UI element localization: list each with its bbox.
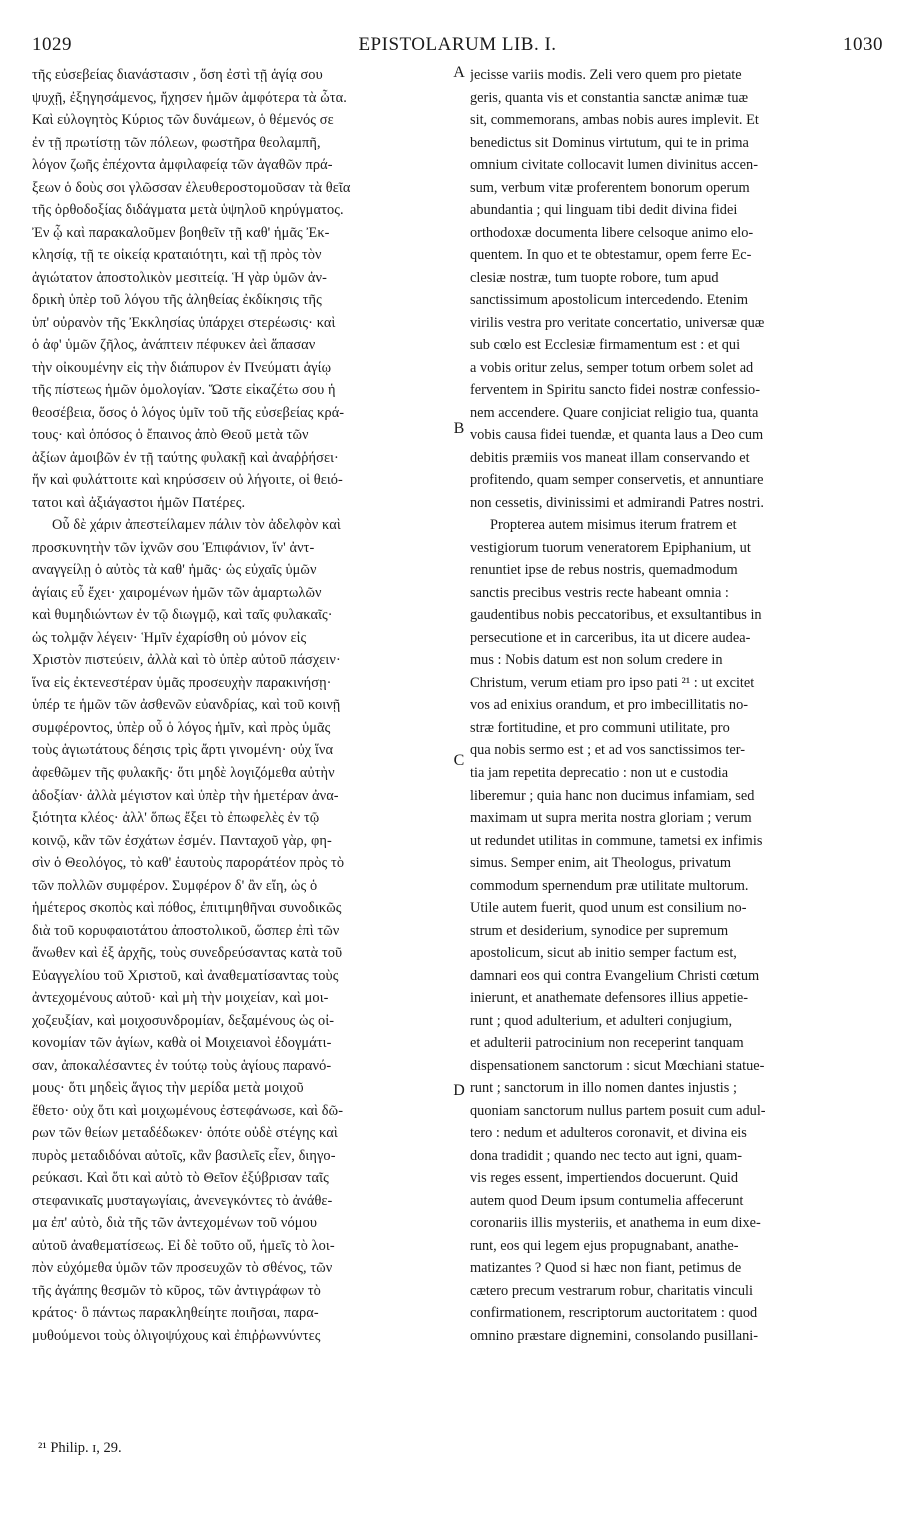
text-line: ἀφεθῶμεν τῆς φυλακῆς· ὅτι μηδὲ λογιζόμεθα αὐτὴν [32,764,335,781]
text-line: συμφέροντος, ὑπὲρ οὗ ὁ λόγος ἡμῖν, καὶ πρὸς ὑμᾶς [32,719,331,736]
text-line: orthodoxæ documenta libere celsoque animo elo- [470,224,754,241]
text-line: a vobis oritur zelus, semper totum orbem solet ad [470,359,754,376]
text-line: renuntiet ipse de rebus nostris, quemadmodum [470,562,738,579]
text-line: mus : Nobis datum est non solum credere in [470,652,723,669]
text-line: ἁγιώτατον ἀποστολικὸν μεσιτείᾳ. Ἡ γὰρ ὑμῶν ἀν- [32,269,327,286]
text-line: τῆς ὀρθοδοξίας διδάγματα μετὰ ὑψηλοῦ κηρύγματος. [32,202,344,219]
text-line: tia jam repetita deprecatio : non ut e custodia [470,764,729,781]
text-line: runt ; quod adulterium, et adulteri conjugium, [470,1012,733,1029]
text-line: vobis causa fidei tuendæ, et quanta laus a Deo cum [470,427,764,444]
margin-letter-d: D [453,1082,465,1099]
text-line: Εὐαγγελίου τοῦ Χριστοῦ, καὶ ἀναθεματίσαντας τοὺς [32,967,339,984]
text-line: ἀντεχομένους αὐτοῦ· καὶ μὴ τὴν μοιχείαν, καὶ μοι- [32,990,329,1007]
text-line: ut redundet utilitas in commune, tametsi ex infimis [470,832,763,849]
text-line: profitendo, quam semper conservetis, et annuntiare [470,472,764,489]
text-line: Καὶ εὐλογητὸς Κύριος τῶν δυνάμεων, ὁ θέμενός σε [32,112,334,129]
text-line: σαν, ἀποκαλέσαντες ἐν τούτῳ τοὺς ἁγίους παρανό- [32,1057,332,1074]
text-line: αὐτοῦ ἀναθεματίσεως. Εἰ δὲ τοῦτο οὔ, ἡμεῖς τὸ λοι- [32,1237,335,1254]
text-line: persecutione et in carceribus, ita ut dicere audea- [470,629,751,646]
text-line: στεφανικαῖς μυσταγωγίαις, ἀνενεγκόντες τὸ ἀνάθε- [32,1192,333,1209]
text-line: apostolicum, sicut ab initio semper factum est, [470,945,737,962]
text-line: μυθούμενοι τοὺς ὀλιγοψύχους καὶ ἐπιῤῥωννύντες [32,1327,321,1344]
text-line: vos ad enixius orandum, et pro imbecillitatis no- [470,697,749,714]
text-line: ξεων ὁ δοὺς σοι γλῶσσαν ἐλευθεροστομοῦσαν τὰ θεῖα [32,179,351,196]
text-line: cætero precum vestrarum robur, charitatis vinculi [470,1282,754,1299]
text-line: ὑπ' οὐρανὸν τῆς Ἐκκλησίας ὑπάρχει στερέωσις· καὶ [32,314,336,331]
text-line: ἥν καὶ φυλάττοιτε καὶ κηρύσσειν οὐ λήγοιτε, οἱ θειό- [32,472,343,489]
text-line: θεοσέβεια, ὅσος ὁ λόγος ὑμῖν τοῦ τῆς εὐσεβείας κρά- [32,404,345,421]
latin-column [470,64,880,1347]
text-line: sum, verbum vitæ proferentem bonorum operum [470,179,750,196]
text-line: vis reges essent, impertiendos docuerunt. Quid [470,1170,739,1187]
text-line: matizantes ? Quod si hæc non fiant, petimus de [470,1260,742,1277]
text-line: sanctis precibus vestris recte habeant omnia : [470,584,729,601]
text-line: ρων τῶν θείων μεταδέδωκεν· ὁπότε οὐδὲ στέγης καὶ [32,1125,338,1142]
text-line: μα ἐπ' αὐτὸ, διὰ τῆς τῶν ἀντεχομένων τοῦ νόμου [32,1215,318,1232]
text-line: damnari eos qui contra Evangelium Christi cœtum [470,967,760,984]
margin-letter-c: C [453,752,465,769]
text-line: ὑπέρ τε ἡμῶν τῶν ἀσθενῶν εὐανδρίας, καὶ τοῦ κοινῇ [32,697,341,714]
text-line: πὸν εὐχόμεθα ὑμῶν τῶν προσευχῶν τὸ σθένος, τῶν [32,1260,333,1277]
text-line: τῆς πίστεως ἡμῶν ὁμολογίαν. Ὥστε εἰκαζέτω σου ἡ [32,382,336,399]
text-line: προσκυνητὴν τῶν ἰχνῶν σου Ἐπιφάνιον, ἵν' ἀντ- [32,539,315,556]
text-line: debitis præmiis vos maneat illam conservando et [470,449,750,466]
text-line: autem quod Deum ipsum contumelia affecerunt [470,1192,744,1209]
text-line: ὁ ἀφ' ὑμῶν ζῆλος, ἀνάπτειν πέφυκεν ἀεὶ ἅπασαν [32,337,316,354]
text-line: διὰ τοῦ κορυφαιοτάτου ἀποστολικοῦ, ὥσπερ ἐπὶ τῶν [32,922,340,939]
text-line: ἁγίαις εὖ ἔχει· χαιρομένων ἡμῶν τῶν ἁμαρτωλῶν [32,584,322,601]
text-line: virilis vestra pro veritate concertatio, universæ quæ [470,314,765,331]
text-line: αναγγείλῃ ὁ αὐτὸς τὰ καθ' ἡμᾶς· ὡς εὐχαῖς ὑμῶν [32,562,317,579]
text-line: et adulterii patrocinium non receperint tanquam [470,1035,744,1052]
text-line: κράτος· ὃ πάντως παρακληθείητε ποιῆσαι, παρα- [32,1305,319,1322]
text-line: Οὗ δὲ χάριν ἀπεστείλαμεν πάλιν τὸν ἀδελφὸν καὶ [52,517,341,534]
text-line: ξιότητα κλέος· ἀλλ' ὅπως ἔξει τὸ ἐπωφελὲς ἐν τῷ [32,810,320,827]
text-line: omnium civitate collocavit lumen divinitus accen- [470,157,758,174]
page-number-left: 1029 [32,34,72,55]
text-line: τατοι καὶ ἀξιάγαστοι ἡμῶν Πατέρες. [32,494,246,511]
margin-letter-b: B [453,420,465,437]
text-line: abundantia ; qui linguam tibi dedit divina fidei [470,202,738,219]
page-number-right: 1030 [843,34,883,55]
text-line: δρικὴ ὑπὲρ τοῦ λόγου τῆς ἀληθείας ἐκδίκησις τῆς [32,292,322,309]
text-line: liberemur ; quia hanc non ducimus infamiam, sed [470,787,755,804]
text-line: χοζευξίαν, καὶ μοιχοσυνδρομίαν, δεξαμένους ὡς οἰ- [32,1012,335,1029]
text-line: λόγον ζωῆς ἐπέχοντα ἀμφιλαφείᾳ τῶν ἀγαθῶν πρά- [32,157,333,174]
text-line: ἵνα εἰς ἐκτενεστέραν ὑμᾶς προσευχὴν παρακινήσῃ· [32,674,332,691]
text-line: τοὺς ἁγιωτάτους δέησις τρὶς ἄρτι γινομένη· οὐχ ἵνα [32,742,334,759]
text-line: geris, quanta vis et constantia sanctæ animæ tuæ [470,89,749,106]
text-line: ρεύκασι. Καὶ ὅτι καὶ αὐτὸ τὸ Θεῖον ἐξύβρισαν ταῖς [32,1170,329,1187]
text-line: καὶ θυμηδιώντων ἐν τῷ διωγμῷ, καὶ ταῖς φυλακαῖς· [32,607,333,624]
text-line: Utile autem fuerit, quod unum est consilium no- [470,900,747,917]
text-line: commodum spernendum præ utilitate multorum. [470,877,749,894]
text-line: maximam ut supra merita nostra gloriam ; verum [470,810,752,827]
margin-letter-a: A [453,64,465,81]
text-line: non cessetis, divinissimi et admirandi Patres nostri. [470,494,765,511]
text-line: jecisse variis modis. Zeli vero quem pro pietate [470,67,742,83]
text-line: μους· ὅτι μηδεὶς ἅγιος τὴν μερίδα μετὰ μοιχοῦ [32,1080,304,1097]
text-line: sit, commemorans, ambas nobis aures implevit. Et [470,112,759,129]
text-line: ὡς τολμᾷν λέγειν· Ἡμῖν ἐχαρίσθη οὐ μόνον εἰς [32,629,307,646]
text-line: ἡμέτερος σκοπὸς καὶ πόθος, ἐπιτιμηθῆναι συνοδικῶς [32,900,342,917]
text-line: qua nobis sermo est ; et ad vos sanctissimos ter- [470,742,745,759]
text-line: dona tradidit ; quando nec tecto aut igni, quam- [470,1147,743,1164]
text-line: Propterea autem misimus iterum fratrem et [490,517,737,534]
text-line: runt ; sanctorum in illo nomen dantes injustis ; [470,1080,737,1097]
text-line: nem accendere. Quare conjiciat religio tua, quanta [470,404,759,421]
text-line: ἀξίων ἀμοιβῶν ἐν τῇ ταύτης φυλακῇ καὶ ἀναῤῥήσει· [32,449,339,466]
text-line: κονομίαν τῶν ἁγίων, καθὰ οἱ Μοιχειανοὶ ἐδογμάτι- [32,1035,332,1052]
running-header [22,34,893,62]
text-line: sanctissimum apostolicum intercedendo. Etenim [470,292,749,309]
text-line: tero : nedum et adulteros coronavit, et divina eis [470,1125,747,1142]
text-line: τῶν πολλῶν συμφέρον. Συμφέρον δ' ἂν εἴη, ὡς ὁ [32,877,318,894]
text-line: ψυχῇ, ἐξηγησάμενος, ἤχησεν ἡμῶν ἀμφότερα τὰ ὦτα. [32,89,347,106]
text-line: simus. Semper enim, ait Theologus, privatum [470,855,732,872]
text-line: ἄνωθεν καὶ ἐξ ἀρχῆς, τοὺς συνεδρεύσαντας κατὰ τοῦ [32,945,343,962]
text-line: ἀδοξίαν· ἀλλὰ μέγιστον καὶ ὑπὲρ τὴν ἡμετέραν ἀνα- [32,787,339,804]
text-line: strum et desiderium, synodice per supremum [470,922,729,939]
text-line: quentem. In quo et te obtestamur, opem ferre Ec- [470,247,752,264]
text-line: gaudentibus nobis peccatoribus, et exsultantibus in [470,607,762,624]
text-line: sub cœlo est Ecclesiæ firmamentum est : et qui [470,337,741,354]
text-line: ἔθετο· οὐχ ὅτι καὶ μοιχωμένους ἐστεφάνωσε, καὶ δῶ- [32,1102,344,1119]
text-line: quoniam sanctorum nullus partem posuit cum adul- [470,1102,766,1119]
text-line: vestigiorum tuorum veneratorem Epiphanium, ut [470,539,751,556]
greek-column [32,64,452,1347]
text-line: Χριστὸν πιστεύειν, ἀλλὰ καὶ τὸ ὑπὲρ αὐτοῦ πάσχειν· [32,652,341,669]
text-line: τῆς εὐσεβείας διανάστασιν , ὅση ἐστὶ τῇ ἁγίᾳ σου [32,67,323,83]
text-line: confirmationem, rescriptorum auctoritatem : quod [470,1305,758,1322]
text-line: τῆς ἀγάπης θεσμῶν τὸ κῦρος, τῶν ἀντιγράφων τὸ [32,1282,321,1299]
text-line: runt, eos qui legem ejus propugnabant, anathe- [470,1237,739,1254]
text-line: σὶν ὁ Θεολόγος, τὸ καθ' ἑαυτοὺς παροράτέον πρὸς τὸ [32,855,345,872]
text-line: Christum, verum etiam pro ipso pati ²¹ : ut excitet [470,674,755,691]
text-line: πυρὸς μεταδιδόναι αὐτοῖς, κἂν βασιλεῖς εἶεν, διηγο- [32,1147,336,1164]
text-line: ferventem in Spiritu sancto fidei nostræ confessio- [470,382,760,399]
text-line: dispensationem sanctorum : sicut Mœchiani statue- [470,1057,765,1074]
text-line: κλησίᾳ, τῇ τε οἰκείᾳ κραταιότητι, καὶ τῇ πρὸς τὸν [32,247,322,264]
text-line: inierunt, et anathemate defensores illius appetie- [470,990,749,1007]
running-title: EPISTOLARUM LIB. I. [358,34,557,55]
footnote: ²¹ Philip. ɪ, 29. [38,1440,122,1456]
text-line: ἐν τῇ πρωτίστῃ τῶν πόλεων, φωστῆρα θεολαμπῆ, [32,134,321,151]
text-line: clesiæ nostræ, tum tuopte robore, tum apud [470,269,719,286]
text-line: τους· καὶ ὁπόσος ὁ ἔπαινος ἀπὸ Θεοῦ μετὰ τῶν [32,427,309,444]
text-line: coronariis illis mysteriis, et anathema in eum dixe- [470,1215,761,1232]
text-line: Ἐν ᾧ καὶ παρακαλοῦμεν βοηθεῖν τῇ καθ' ἡμᾶς Ἐκ- [32,224,330,241]
text-line: τὴν οἰκουμένην εἰς τὴν διάπυρον ἐν Πνεύματι ἁγίῳ [32,359,332,376]
text-line: stræ fortitudine, et pro communi utilitate, pro [470,719,730,736]
text-line: benedictus sit Dominus virtutum, qui te in prima [470,134,749,151]
text-line: omnino præstare dignemini, consolando pusillani- [470,1327,759,1344]
text-line: κοινῷ, κἂν τῶν ἐσχάτων ἐσμέν. Πανταχοῦ γὰρ, φη- [32,832,332,849]
